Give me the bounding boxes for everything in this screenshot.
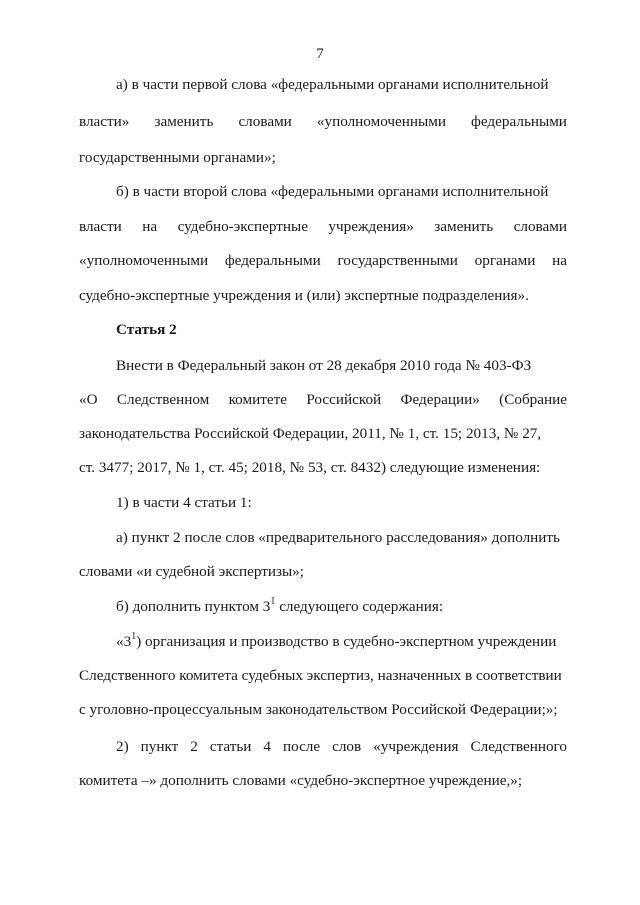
text-line: 1) в части 4 статьи 1: [116,494,252,511]
word: Федерации» [400,391,480,408]
text-line: Следственного комитета судебных экспертиз, назначенных в соответствии [79,667,562,684]
superscript: 1 [131,630,137,642]
text-line: законодательства Российской Федерации, 2011, № 1, ст. 15; 2013, № 27, [79,425,542,442]
word: статьи [209,738,252,755]
text-line: ст. 3477; 2017, № 1, ст. 45; 2018, № 53, ст. 8432) следующие изменения: [79,459,541,476]
word: комитете [228,391,287,408]
word: 2 [190,738,198,755]
text-line-justified [79,218,567,236]
text-fragment: ) организация и производство в судебно-экспертном учреждении [136,633,557,650]
text-line: судебно-экспертные учреждения и (или) экспертные подразделения». [79,287,529,304]
text-line-justified [79,252,567,270]
text-line: б) в части второй слова «федеральными органами исполнительной [116,183,549,200]
word: (Собрание [499,391,567,408]
word: «учреждения [373,738,459,755]
word: на [552,252,567,269]
text-line: словами «и судебной экспертизы»; [79,563,305,580]
text-line: Внести в Федеральный закон от 28 декабря 2010 года № 403-ФЗ [116,357,532,374]
word: учреждения» [328,218,414,235]
word: словами [238,113,292,130]
word: слов [332,738,362,755]
word: органами [474,252,536,269]
text-line: а) в части первой слова «федеральными органами исполнительной [116,76,549,93]
text-fragment: «3 [116,633,132,650]
word: словами [513,218,567,235]
word: пункт [140,738,179,755]
text-line [116,595,567,616]
text-line: комитета –» дополнить словами «судебно-экспертное учреждение,»; [79,772,523,789]
superscript: 1 [270,595,276,607]
word: государственными [337,252,458,269]
text-line-justified [116,738,567,756]
word: Российской [306,391,382,408]
word: Следственного [470,738,567,755]
word: 4 [263,738,271,755]
word: Следственном [116,391,210,408]
word: заменить [434,218,494,235]
word: «О [79,391,98,408]
word: федеральными [224,252,321,269]
text-line: с уголовно-процессуальным законодательством Российской Федерации;»; [79,701,558,718]
word: «уполномоченными [79,252,209,269]
text-line: а) пункт 2 после слов «предварительного расследования» дополнить [116,529,560,546]
word: на [142,218,158,235]
word: судебно-экспертные [177,218,308,235]
text-fragment: следующего содержания: [275,598,444,615]
word: федеральными [471,113,567,130]
word: заменить [154,113,214,130]
text-line: государственными органами»; [79,149,276,166]
page-number: 7 [316,45,324,62]
text-fragment: б) дополнить пунктом 3 [116,598,271,615]
text-line [116,630,567,651]
word: власти» [79,113,130,130]
text-line-justified [79,391,567,409]
word: «уполномоченными [316,113,446,130]
word: власти [79,218,122,235]
word: 2) [116,738,129,755]
word: после [282,738,321,755]
article-heading: Статья 2 [116,321,177,338]
text-line-justified [79,113,567,131]
